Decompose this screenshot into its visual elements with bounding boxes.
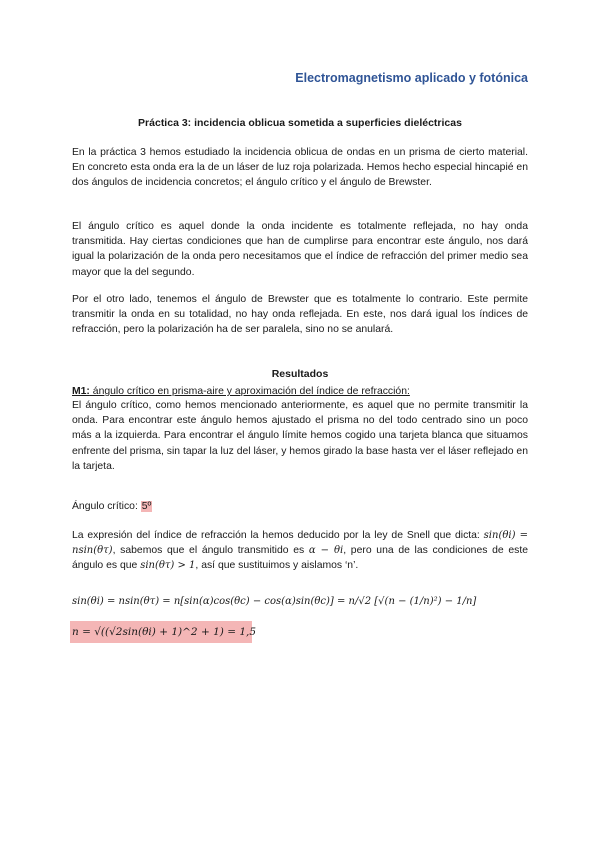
- snell-text-b: , sabemos que el ángulo transmitido es: [112, 545, 309, 557]
- m1-text: ángulo crítico en prisma-aire y aproximación del índice de refracción:: [89, 386, 410, 397]
- critical-angle-value: 5º: [141, 501, 152, 512]
- equation-derivation: sin(θi) = nsin(θτ) = n[sin(α)cos(θc) − cos(α)sin(θc)] = n/√2 [√(n − (1/n)²) − 1/n]: [72, 596, 477, 607]
- critical-angle-line: [72, 499, 528, 514]
- snell-paragraph: [72, 528, 528, 574]
- document-header: Electromagnetismo aplicado y fotónica: [295, 71, 528, 85]
- m1-paragraph: El ángulo crítico, como hemos mencionado anteriormente, es aquel que no permite transmitir la onda. Para encontrar este ángulo hemos ajustado el prisma no del todo centrado sino un poco más a la izquierda. Para encontrar el ángulo límite hemos cogido una tarjeta blanca que situamos enfrente del prisma, sin tapar la luz del láser, y hemos girado la base hasta ver el láser reflejado en la tarjeta.: [72, 400, 528, 472]
- snell-text-d: , así que sustituimos y aislamos ‘n’.: [195, 560, 359, 572]
- m1-label: M1:: [72, 386, 90, 397]
- equation-result: n = √((√2sin(θi) + 1)^2 + 1) = 1,5: [70, 621, 252, 643]
- snell-text-c: , pero una de las condiciones de este ángulo es que: [72, 545, 528, 572]
- results-heading: Resultados: [271, 368, 329, 380]
- brewster-paragraph: Por el otro lado, tenemos el ángulo de Brewster que es totalmente lo contrario. Este permite transmitir la onda en su totalidad, no hay onda reflejada. En este, nos dará igual los índices de refracción, pero la polarización ha de ser paralela, sino no se anulará.: [72, 294, 528, 336]
- critical-angle-paragraph: El ángulo crítico es aquel donde la onda incidente es totalmente reflejada, no hay onda transmitida. Hay ciertas condiciones que han de cumplirse para encontrar este ángulo, nos dará igual la polarización de la onda pero necesitamos que el índice de refracción del primer medio sea mayor que la del segundo.: [72, 221, 528, 278]
- intro-paragraph: En la práctica 3 hemos estudiado la incidencia oblicua de ondas en un prisma de cierto material. En concreto esta onda era la de un láser de luz roja polarizada. Hemos hecho especial hincapié en dos ángulos de incidencia concretos; el ángulo crítico y el ángulo de Brewster.: [72, 147, 528, 189]
- snell-eq-3: sin(θτ) > 1: [140, 560, 196, 572]
- critical-angle-label: Ángulo crítico:: [72, 501, 141, 512]
- snell-eq-2: α − θi: [308, 545, 344, 557]
- practice-title: Práctica 3: incidencia oblicua sometida a superficies dieléctricas: [138, 117, 462, 129]
- snell-eq-1: sin(θi) = nsin(θτ): [72, 530, 528, 557]
- m1-heading: [72, 384, 528, 399]
- snell-text-a: La expresión del índice de refracción la hemos deducido por la ley de Snell que dicta:: [72, 530, 484, 541]
